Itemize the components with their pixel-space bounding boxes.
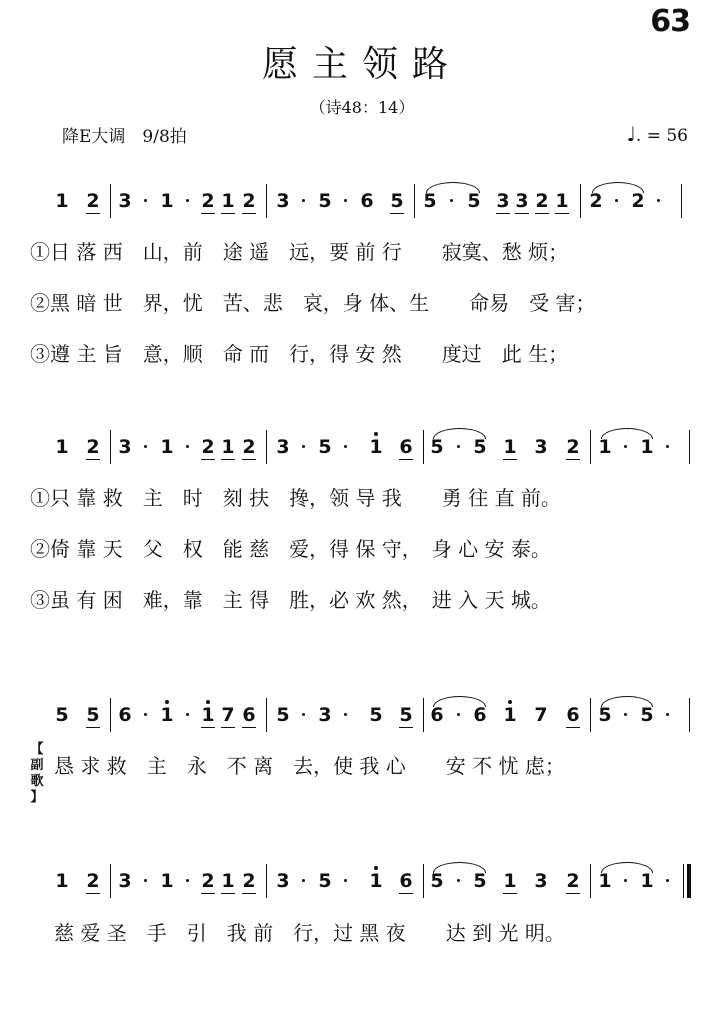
note: 3 <box>118 870 132 892</box>
dot-extension <box>301 445 307 448</box>
note: 2 <box>86 436 100 458</box>
note: 2 <box>86 190 100 212</box>
note: 2 <box>566 436 580 458</box>
note: 2 <box>535 190 549 212</box>
note: 3 <box>118 190 132 212</box>
note: 5 <box>473 436 487 458</box>
lyric-line: ③虽 有 困 难，靠 主 得 胜，必 欢 然， 进 入 天 城。 <box>30 588 551 612</box>
note: 2 <box>242 870 256 892</box>
dot-extension <box>185 445 191 448</box>
bar-line-thick <box>687 864 691 898</box>
note: 5 <box>369 704 383 726</box>
dot-extension <box>301 713 307 716</box>
note: 1 <box>160 870 174 892</box>
note: 6 <box>430 704 444 726</box>
note: 1 <box>503 870 517 892</box>
notation-row <box>0 862 724 902</box>
dot-extension <box>301 199 307 202</box>
bar-line <box>423 698 424 732</box>
note: 5 <box>318 436 332 458</box>
note: 6 <box>360 190 374 212</box>
bar-line <box>110 864 111 898</box>
note: 5 <box>640 704 654 726</box>
note: 5 <box>430 436 444 458</box>
notation-row <box>0 696 724 736</box>
lyric-line: 恳 求 救 主 永 不 离 去，使 我 心 安 不 忧 虑； <box>54 754 565 778</box>
note: 7 <box>534 704 548 726</box>
note: 5 <box>276 704 290 726</box>
note: 3 <box>318 704 332 726</box>
bar-line <box>580 184 581 218</box>
bar-line <box>590 698 591 732</box>
note: 3 <box>534 870 548 892</box>
chorus-label: 【 副 歌 】 <box>30 742 44 805</box>
lyric-line: ③遵 主 旨 意，顺 命 而 行，得 安 然 度过 此 生； <box>30 342 569 366</box>
song-title: 愿主领路 <box>261 44 462 85</box>
dot-extension <box>343 713 349 716</box>
note: 3 <box>515 190 529 212</box>
note: 3 <box>496 190 510 212</box>
bar-line <box>423 864 424 898</box>
dot-extension <box>301 879 307 882</box>
note: 1 <box>221 870 235 892</box>
dot-extension <box>665 713 671 716</box>
note: 2 <box>631 190 645 212</box>
note: 3 <box>276 190 290 212</box>
note: 3 <box>118 436 132 458</box>
note: 6 <box>242 704 256 726</box>
notation-row <box>0 428 724 468</box>
lyric-line: ①只 靠 救 主 时 刻 扶 搀，领 导 我 勇 往 直 前。 <box>30 486 561 510</box>
scripture-reference: （诗48：14） <box>309 98 415 117</box>
bar-line <box>423 430 424 464</box>
page-number: 63 <box>650 4 690 39</box>
note: 7 <box>221 704 235 726</box>
bar-line <box>266 430 267 464</box>
note: 1 <box>55 190 69 212</box>
dot-extension <box>623 713 629 716</box>
lyric-line: ②黑 暗 世 界，忧 苦、悲 哀，身 体、生 命易 受 害； <box>30 291 596 315</box>
bar-line <box>689 430 690 464</box>
dot-extension <box>143 199 149 202</box>
note: 5 <box>86 704 100 726</box>
note: 1 <box>369 436 383 458</box>
dot-extension <box>456 879 462 882</box>
dot-extension <box>343 445 349 448</box>
note: 1 <box>369 870 383 892</box>
dot-extension <box>623 445 629 448</box>
bar-line <box>590 864 591 898</box>
note: 1 <box>55 870 69 892</box>
tie-slur <box>433 428 486 439</box>
note: 5 <box>318 870 332 892</box>
note: 1 <box>598 870 612 892</box>
note: 1 <box>555 190 569 212</box>
note: 6 <box>399 436 413 458</box>
tie-slur <box>433 862 486 873</box>
note: 1 <box>160 704 174 726</box>
note: 1 <box>221 436 235 458</box>
note: 6 <box>399 870 413 892</box>
dot-extension <box>185 199 191 202</box>
note: 5 <box>399 704 413 726</box>
dot-extension <box>343 879 349 882</box>
dot-extension <box>665 879 671 882</box>
lyric-line: 慈 爱 圣 手 引 我 前 行，过 黑 夜 达 到 光 明。 <box>54 921 565 945</box>
note: 5 <box>430 870 444 892</box>
note: 5 <box>390 190 404 212</box>
dot-extension <box>185 713 191 716</box>
note: 3 <box>276 870 290 892</box>
note: 2 <box>201 436 215 458</box>
note: 5 <box>473 870 487 892</box>
tie-slur <box>433 696 486 707</box>
bar-line <box>110 184 111 218</box>
note: 5 <box>55 704 69 726</box>
final-bar-line <box>683 864 693 898</box>
tie-slur <box>592 182 644 193</box>
bar-line <box>414 184 415 218</box>
note: 1 <box>640 870 654 892</box>
dot-extension <box>456 713 462 716</box>
note: 1 <box>640 436 654 458</box>
notation-row <box>0 182 724 222</box>
note: 1 <box>221 190 235 212</box>
tempo-value: . = 56 <box>635 126 688 146</box>
note: 1 <box>598 436 612 458</box>
tie-slur <box>426 182 480 193</box>
note: 1 <box>503 436 517 458</box>
bar-line <box>681 184 682 218</box>
bar-line-thin <box>683 864 684 898</box>
note: 5 <box>467 190 481 212</box>
lyric-line: ①日 落 西 山，前 途 遥 远，要 前 行 寂寞、愁 烦； <box>30 240 569 264</box>
lyric-line: ②倚 靠 天 父 权 能 慈 爱，得 保 守， 身 心 安 泰。 <box>30 537 551 561</box>
quarter-note-icon: ♩ <box>626 122 636 146</box>
note: 2 <box>86 870 100 892</box>
dot-extension <box>656 199 662 202</box>
tie-slur <box>601 862 653 873</box>
dot-extension <box>143 445 149 448</box>
bar-line <box>110 698 111 732</box>
key-and-time-signature: 降E大调 9/8拍 <box>62 127 187 147</box>
bar-line <box>266 698 267 732</box>
note: 2 <box>201 190 215 212</box>
note: 2 <box>589 190 603 212</box>
dot-extension <box>456 445 462 448</box>
note: 2 <box>566 870 580 892</box>
note: 2 <box>242 190 256 212</box>
dot-extension <box>665 445 671 448</box>
dot-extension <box>614 199 620 202</box>
note: 5 <box>423 190 437 212</box>
dot-extension <box>343 199 349 202</box>
note: 6 <box>473 704 487 726</box>
tie-slur <box>601 696 653 707</box>
dot-extension <box>143 713 149 716</box>
note: 3 <box>276 436 290 458</box>
bar-line <box>689 698 690 732</box>
note: 5 <box>598 704 612 726</box>
note: 2 <box>201 870 215 892</box>
bar-line <box>110 430 111 464</box>
note: 3 <box>534 436 548 458</box>
bar-line <box>266 184 267 218</box>
note: 6 <box>118 704 132 726</box>
tempo-marking <box>626 122 688 146</box>
dot-extension <box>185 879 191 882</box>
dot-extension <box>449 199 455 202</box>
note: 2 <box>242 436 256 458</box>
note: 6 <box>566 704 580 726</box>
dot-extension <box>143 879 149 882</box>
note: 1 <box>160 436 174 458</box>
bar-line <box>590 430 591 464</box>
note: 5 <box>318 190 332 212</box>
dot-extension <box>623 879 629 882</box>
tie-slur <box>601 428 653 439</box>
bar-line <box>266 864 267 898</box>
note: 1 <box>55 436 69 458</box>
note: 1 <box>201 704 215 726</box>
note: 1 <box>160 190 174 212</box>
note: 1 <box>503 704 517 726</box>
